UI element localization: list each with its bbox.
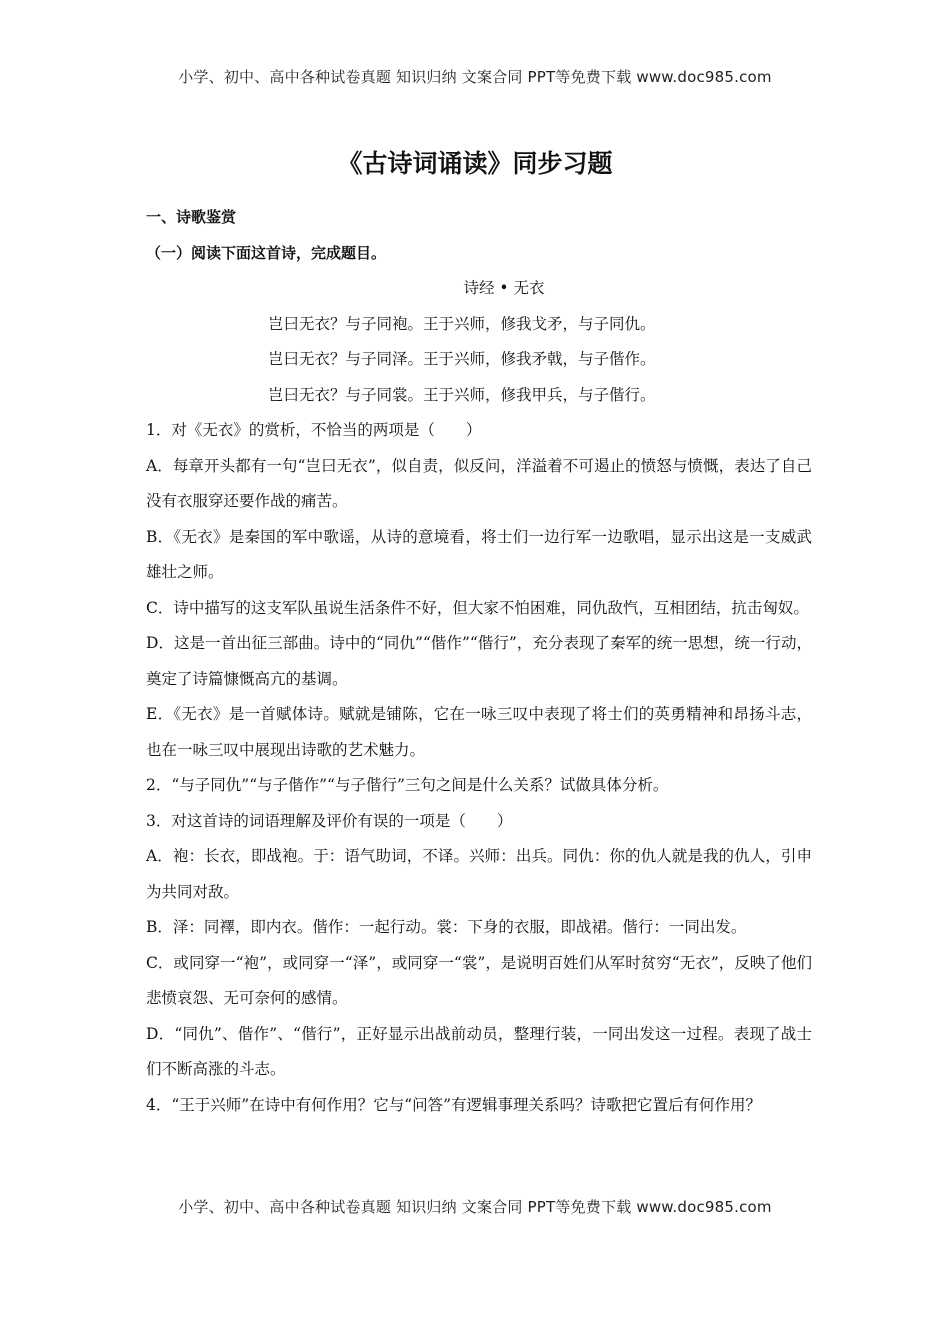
- question-2-stem: 2．“与子同仇”“与子偕作”“与子偕行”三句之间是什么关系？试做具体分析。: [146, 776, 669, 794]
- document-body: [146, 200, 812, 1123]
- question-3-option-b: B．泽：同襗，即内衣。偕作：一起行动。裳：下身的衣服，即战裙。偕行：一同出发。: [146, 918, 747, 936]
- question-1-option-c: C．诗中描写的这支军队虽说生活条件不好，但大家不怕困难，同仇敌忾，互相团结，抗击匈奴。: [146, 598, 809, 617]
- question-3-option-a: A．袍：长衣，即战袍。于：语气助词，不译。兴师：出兵。同仇：你的仇人就是我的仇人，引申为共同对敌。: [146, 847, 812, 901]
- page-header: 小学、初中、高中各种试卷真题 知识归纳 文案合同 PPT等免费下载 www.doc985.com: [178, 68, 772, 86]
- question-1-option-e: E．《无衣》是一首赋体诗。赋就是铺陈，它在一咏三叹中表现了将士们的英勇精神和昂扬斗志，也在一咏三叹中展现出诗歌的艺术魅力。: [146, 705, 812, 759]
- question-3-option-c: C．或同穿一“袍”，或同穿一“泽”，或同穿一“裳”，是说明百姓们从军时贫穷“无衣”，反映了他们悲愤哀怨、无可奈何的感情。: [146, 953, 812, 1007]
- section-heading: 一、诗歌鉴赏: [146, 208, 237, 226]
- question-1-option-d: D．这是一首出征三部曲。诗中的“同仇”“偕作”“偕行”，充分表现了秦军的统一思想，统一行动，奠定了诗篇慷慨高亢的基调。: [146, 634, 812, 688]
- page-footer: 小学、初中、高中各种试卷真题 知识归纳 文案合同 PPT等免费下载 www.doc985.com: [178, 1198, 772, 1216]
- poem-line: 岂曰无衣？与子同泽。王于兴师，修我矛戟，与子偕作。: [268, 350, 656, 368]
- poem-title: 诗经 • 无衣: [463, 279, 545, 297]
- question-3-stem: 3．对这首诗的词语理解及评价有误的一项是（ ）: [146, 811, 513, 830]
- subsection-heading: （一）阅读下面这首诗，完成题目。: [146, 243, 387, 262]
- poem-line: 岂曰无衣？与子同袍。王于兴师，修我戈矛，与子同仇。: [268, 314, 656, 333]
- question-1-option-a: A．每章开头都有一句“岂曰无衣”，似自责，似反问，洋溢着不可遏止的愤怒与愤慨，表达了自己没有衣服穿还要作战的痛苦。: [146, 456, 812, 510]
- question-1-option-b: B．《无衣》是秦国的军中歌谣，从诗的意境看，将士们一边行军一边歌唱，显示出这是一支威武雄壮之师。: [146, 527, 812, 581]
- question-4-stem: 4．“王于兴师”在诗中有何作用？它与“问答”有逻辑事理关系吗？诗歌把它置后有何作用？: [146, 1095, 762, 1114]
- poem-line: 岂曰无衣？与子同裳。王于兴师，修我甲兵，与子偕行。: [268, 385, 656, 404]
- question-3-option-d: D．“同仇”、偕作”、“偕行”，正好显示出战前动员，整理行装，一同出发这一过程。表现了战士们不断高涨的斗志。: [146, 1024, 812, 1078]
- page-title: 《古诗词诵读》同步习题: [337, 149, 613, 178]
- question-1-stem: 1．对《无衣》的赏析，不恰当的两项是（ ）: [146, 421, 482, 439]
